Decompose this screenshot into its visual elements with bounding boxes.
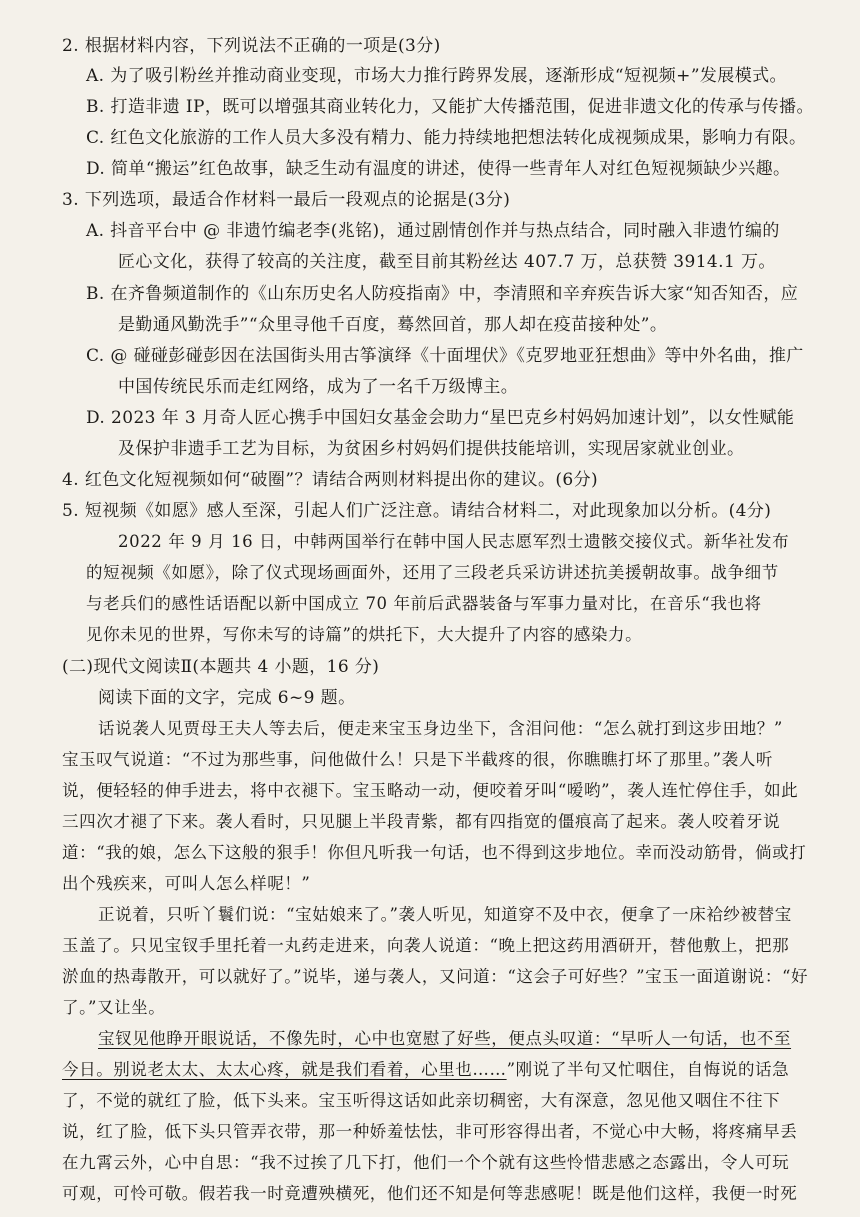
question-3-stem: 3. 下列选项，最适合作材料一最后一段观点的论据是(3分) bbox=[62, 190, 511, 210]
passage-underlined-line: 宝钗见他睁开眼说话，不像先时，心中也宽慰了好些，便点头叹道：“早听人一句话，也不至 bbox=[98, 1029, 792, 1048]
passage-line: 三四次才褪了下来。袭人看时，只见腿上半段青紫，都有四指宽的僵痕高了起来。袭人咬着牙说 bbox=[62, 812, 781, 831]
question-3-option-b: B. 在齐鲁频道制作的《山东历史名人防疫指南》中，李清照和辛弃疾告诉大家“知否知否，应 bbox=[86, 284, 799, 304]
question-3-option-c-cont: 中国传统民乐而走红网络，成为了一名千万级博主。 bbox=[118, 377, 519, 397]
question-3-option-b-cont: 是勤通风勤洗手”“众里寻他千百度，蓦然回首，那人却在疫苗接种处”。 bbox=[118, 315, 668, 335]
section-instruction: 阅读下面的文字，完成 6~9 题。 bbox=[98, 688, 356, 708]
passage-line: 玉盖了。只见宝钗手里托着一丸药走进来，向袭人说道：“晚上把这药用酒研开，替他敷上，把那 bbox=[62, 936, 790, 955]
section-title: (二)现代文阅读Ⅱ(本题共 4 小题，16 分) bbox=[62, 657, 380, 677]
passage-line bbox=[62, 1058, 789, 1082]
passage-line: 宝玉叹气说道：“不过为那些事，问他做什么！只是下半截疼的很，你瞧瞧打坏了那里。”袭人听 bbox=[62, 750, 773, 769]
question-5-material-line: 见你未见的世界，写你未写的诗篇”的烘托下，大大提升了内容的感染力。 bbox=[86, 625, 643, 644]
passage-line: 了。”又让坐。 bbox=[62, 998, 166, 1017]
passage-line: 淤血的热毒散开，可以就好了。”说毕，递与袭人，又问道：“这会子可好些？”宝玉一面道谢说：“好 bbox=[62, 967, 809, 986]
passage-line: 话说袭人见贾母王夫人等去后，便走来宝玉身边坐下，含泪问他：“怎么就打到这步田地？” bbox=[98, 719, 783, 738]
passage-line: 正说着，只听丫鬟们说：“宝姑娘来了。”袭人听见，知道穿不及中衣，便拿了一床袷纱被替宝 bbox=[98, 905, 792, 924]
question-3-option-a-cont: 匠心文化，获得了较高的关注度，截至目前其粉丝达 407.7 万，总获赞 3914.1 万。 bbox=[118, 252, 776, 272]
question-3-option-a: A. 抖音平台中 @ 非遗竹编老李(兆铭)，通过剧情创作并与热点结合，同时融入非遗竹编的 bbox=[86, 221, 780, 241]
passage-line: 说，便轻轻的伸手进去，将中衣褪下。宝玉略动一动，便咬着牙叫“嗳哟”，袭人连忙停住手，如此 bbox=[62, 781, 799, 800]
question-2-stem: 2. 根据材料内容，下列说法不正确的一项是(3分) bbox=[62, 36, 441, 56]
question-5-stem: 5. 短视频《如愿》感人至深，引起人们广泛注意。请结合材料二，对此现象加以分析。(4分) bbox=[62, 501, 772, 521]
passage-line: 出个残疾来，可叫人怎么样呢！” bbox=[62, 874, 311, 893]
passage-line: 了，不觉的就红了脸，低下头来。宝玉听得这话如此亲切稠密，大有深意，忽见他又咽住不往下 bbox=[62, 1091, 781, 1110]
passage-line: 可观，可怜可敬。假若我一时竟遭殃横死，他们还不知是何等悲感呢！既是他们这样，我便一时死 bbox=[62, 1184, 798, 1203]
question-2-option-a: A. 为了吸引粉丝并推动商业变现，市场大力推行跨界发展，逐渐形成“短视频+”发展模式。 bbox=[86, 66, 787, 86]
question-5-material-line: 2022 年 9 月 16 日，中韩两国举行在韩中国人民志愿军烈士遗骸交接仪式。新华社发布 bbox=[118, 532, 790, 551]
question-2-option-d: D. 简单“搬运”红色故事，缺乏生动有温度的讲述，使得一些青年人对红色短视频缺少兴趣。 bbox=[86, 159, 791, 179]
question-3-option-c: C. @ 碰碰彭碰彭因在法国街头用古筝演绎《十面埋伏》《克罗地亚狂想曲》等中外名曲，推广 bbox=[86, 346, 804, 366]
question-2-option-b: B. 打造非遗 IP，既可以增强其商业转化力，又能扩大传播范围，促进非遗文化的传承与传播。 bbox=[86, 97, 814, 117]
question-3-option-d-cont: 及保护非遗手工艺为目标，为贫困乡村妈妈们提供技能培训，实现居家就业创业。 bbox=[118, 439, 745, 459]
question-3-option-d: D. 2023 年 3 月奇人匠心携手中国妇女基金会助力“星巴克乡村妈妈加速计划”，以女性赋能 bbox=[86, 408, 795, 428]
passage-line: 说，红了脸，低下头只管弄衣带，那一种娇羞怯怯，非可形容得出者，不觉心中大畅，将疼痛早丢 bbox=[62, 1122, 798, 1141]
question-5-material-line: 的短视频《如愿》，除了仪式现场画面外，还用了三段老兵采访讲述抗美援朝故事。战争细节 bbox=[86, 563, 779, 582]
passage-line: 在九霄云外，心中自思：“我不过挨了几下打，他们一个个就有这些怜惜悲感之态露出，令人可玩 bbox=[62, 1153, 790, 1172]
passage-span: ”刚说了半句又忙咽住，自悔说的话急 bbox=[506, 1060, 790, 1079]
question-2-option-c: C. 红色文化旅游的工作人员大多没有精力、能力持续地把想法转化成视频成果，影响力有限。 bbox=[86, 128, 807, 148]
passage-underlined-span: 今日。别说老太太、太太心疼，就是我们看着，心里也…… bbox=[62, 1060, 507, 1079]
question-5-material-line: 与老兵们的感性话语配以新中国成立 70 年前后武器装备与军事力量对比，在音乐“我也将 bbox=[86, 594, 762, 613]
passage-line: 道：“我的娘，怎么下这般的狠手！你但凡听我一句话，也不得到这步地位。幸而没动筋骨，倘或打 bbox=[62, 843, 807, 862]
question-4: 4. 红色文化短视频如何“破圈”？请结合两则材料提出你的建议。(6分) bbox=[62, 470, 599, 490]
